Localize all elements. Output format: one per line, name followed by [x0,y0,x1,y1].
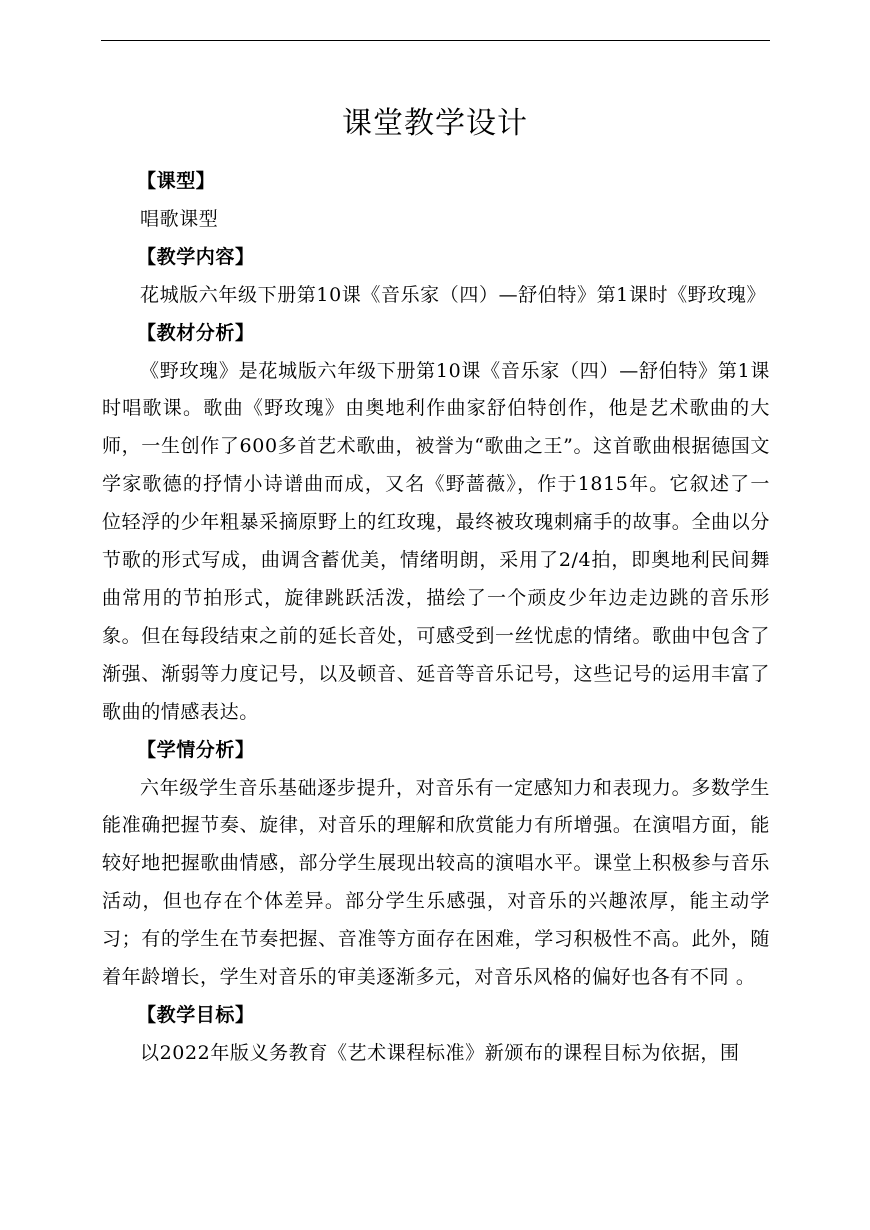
section-material-analysis [102,315,770,732]
section-heading: 【学情分析】 [137,738,255,761]
section-lesson-type [102,163,770,239]
document-body [102,163,770,1073]
section-text: 六年级学生音乐基础逐步提升，对音乐有一定感知力和表现力。多数学生能准确把握节奏、旋律，对音乐的理解和欣赏能力有所增强。在演唱方面，能较好地把握歌曲情感，部分学生展现出较高的演唱水平。课堂上积极参与音乐活动，但也存在个体差异。部分学生乐感强，对音乐的兴趣浓厚，能主动学习；有的学生在节奏把握、音准等方面存在困难，学习积极性不高。此外，随着年龄增长，学生对音乐的审美逐渐多元，对音乐风格的偏好也各有不同 。 [102,776,770,989]
section-text: 《野玫瑰》是花城版六年级下册第10课《音乐家（四）—舒伯特》第1课时唱歌课。歌曲《野玫瑰》由奥地利作曲家舒伯特创作，他是艺术歌曲的大师，一生创作了600多首艺术歌曲，被誉为“歌曲之王”。这首歌曲根据德国文学家歌德的抒情小诗谱曲而成，又名《野蔷薇》，作于1815年。它叙述了一位轻浮的少年粗暴采摘原野上的红玫瑰，最终被玫瑰刺痛手的故事。全曲以分节歌的形式写成，曲调含蓄优美，情绪明朗，采用了2/4拍，即奥地利民间舞曲常用的节拍形式，旋律跳跃活泼，描绘了一个顽皮少年边走边跳的音乐形象。但在每段结束之前的延长音处，可感受到一丝忧虑的情绪。歌曲中包含了渐强、渐弱等力度记号，以及顿音、延音等音乐记号，这些记号的运用丰富了歌曲的情感表达。 [102,359,770,723]
section-heading: 【课型】 [137,170,216,192]
section-student-analysis [102,732,770,997]
section-heading: 【教学目标】 [137,1003,255,1026]
section-text: 以2022年版义务教育《艺术课程标准》新颁布的课程目标为依据，围 [140,1041,740,1064]
header-rule [101,40,770,41]
section-text: 花城版六年级下册第10课《音乐家（四）—舒伯特》第1课时《野玫瑰》 [140,283,767,306]
section-teaching-content [102,239,770,315]
section-heading: 【教材分析】 [137,321,255,344]
section-heading: 【教学内容】 [137,245,255,268]
section-teaching-goals [102,997,770,1073]
page-title: 课堂教学设计 [342,106,528,142]
section-text: 唱歌课型 [140,207,219,230]
